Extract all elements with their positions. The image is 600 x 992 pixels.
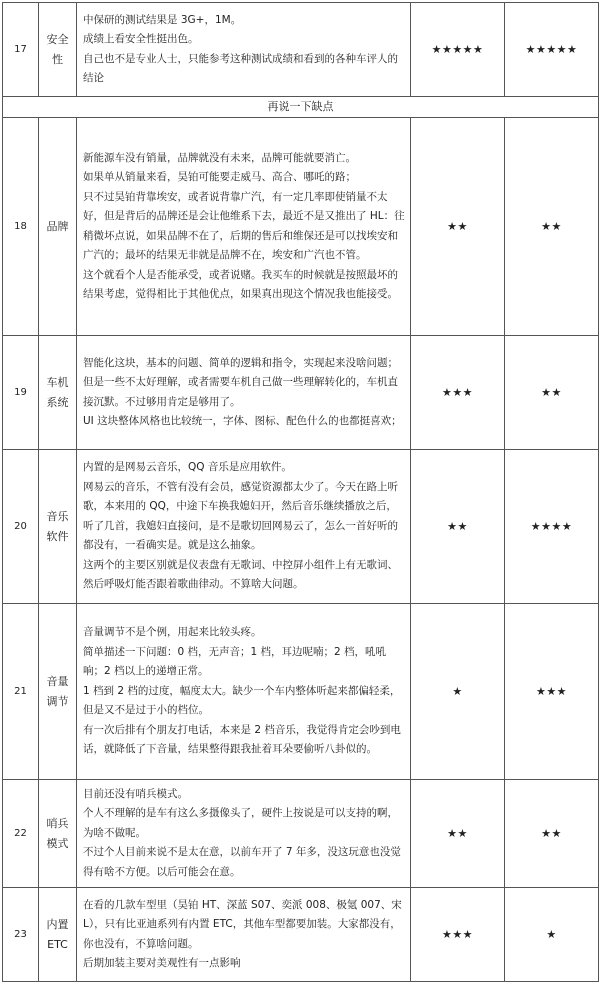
row-category: 音乐 软件 [39, 450, 77, 604]
rating-a: ★★ [411, 780, 505, 888]
rating-b: ★★ [505, 780, 599, 888]
rating-b: ★★ [505, 336, 599, 450]
row-number: 21 [3, 604, 39, 780]
rating-b: ★★★★ [505, 450, 599, 604]
comparison-table [2, 2, 599, 982]
row-category: 音量 调节 [39, 604, 77, 780]
row-category: 车机 系统 [39, 336, 77, 450]
row-description: 中保研的测试结果是 3G+，1M。 成绩上看安全性挺出色。 自己也不是专业人士，只能参考这种测试成绩和看到的各种车评人的结论 [77, 3, 411, 97]
table-row [3, 780, 599, 888]
row-description: 内置的是网易云音乐，QQ 音乐是应用软件。 网易云的音乐，不管有没有会员，感觉资源都太少了。今天在路上听歌，本来用的 QQ，中途下车换我媳妇开，然后音乐继续播放之后，听了几首，我媳妇直接问，是不是歌切回网易云了，怎么一首好听的都没有，一看确实是。就是这么抽象。 这两个的主要区别就是仪表盘有无歌词、中控屏小组件上有无歌词、然后呼吸灯能否跟着歌曲律动。不算啥大问题。 [77, 450, 411, 604]
row-number: 22 [3, 780, 39, 888]
row-number: 18 [3, 118, 39, 336]
table-row [3, 3, 599, 97]
section-header [3, 97, 599, 118]
row-description: 目前还没有哨兵模式。 个人不理解的是车有这么多摄像头了，硬件上按说是可以支持的啊，为啥不做呢。 不过个人目前来说不是太在意，以前车开了 7 年多，没这玩意也没觉得有啥不方便。以后可能会在意。 [77, 780, 411, 888]
table-row [3, 450, 599, 604]
rating-b: ★★★★★ [505, 3, 599, 97]
row-category: 内置 ETC [39, 888, 77, 982]
row-number: 23 [3, 888, 39, 982]
table-row [3, 336, 599, 450]
rating-a: ★ [411, 604, 505, 780]
rating-b: ★★ [505, 118, 599, 336]
row-category: 品牌 [39, 118, 77, 336]
section-title: 再说一下缺点 [3, 97, 599, 118]
rating-a: ★★ [411, 450, 505, 604]
row-description: 智能化这块，基本的问题、简单的逻辑和指令，实现起来没啥问题；但是一些不太好理解，或者需要车机自己做一些理解转化的，车机直接沉默。不过够用肯定是够用了。 UI 这块整体风格也比较统一，字体、图标、配色什么的也都挺喜欢； [77, 336, 411, 450]
table-row [3, 118, 599, 336]
table-row [3, 888, 599, 982]
row-description: 音量调节不是个例，用起来比较头疼。 简单描述一下问题：0 档，无声音；1 档，耳边呢喃；2 档，吼吼响；2 档以上的递增正常。 1 档到 2 档的过度，幅度太大。缺少一个车内整体听起来都偏轻柔，但是又不是过于小的档位。 有一次后排有个朋友打电话，本来是 2 档音乐，我觉得肯定会吵到电话，就降低了下音量，结果整得跟我扯着耳朵要偷听八卦似的。 [77, 604, 411, 780]
row-number: 19 [3, 336, 39, 450]
row-number: 17 [3, 3, 39, 97]
rating-a: ★★★★★ [411, 3, 505, 97]
row-category: 安全 性 [39, 3, 77, 97]
row-description: 在看的几款车型里（昊铂 HT、深蓝 S07、奕派 008、极氪 007、宋 L），只有比亚迪系列有内置 ETC，其他车型都要加装。大家都没有，你也没有，不算啥问题。 后期加装主要对美观性有一点影响 [77, 888, 411, 982]
row-category: 哨兵 模式 [39, 780, 77, 888]
rating-a: ★★★ [411, 336, 505, 450]
row-description: 新能源车没有销量，品牌就没有未来，品牌可能就要消亡。 如果单从销量来看，昊铂可能要走威马、高合、哪吒的路； 只不过昊铂背靠埃安，或者说背靠广汽，有一定几率即使销量不太好，但是背后的品牌还是会让他维系下去，最近不是又推出了 HL：往稍微坏点说，如果品牌不在了，后期的售后和维保还是可以找埃安和广汽的；最坏的结果无非就是品牌不在，埃安和广汽也不管。 这个就看个人是否能承受，或者说赌。我买车的时候就是按照最坏的结果考虑，觉得相比于其他优点，如果真出现这个情况我也能接受。 [77, 118, 411, 336]
rating-b: ★★★ [505, 604, 599, 780]
table-row [3, 604, 599, 780]
rating-a: ★★ [411, 118, 505, 336]
rating-b: ★ [505, 888, 599, 982]
row-number: 20 [3, 450, 39, 604]
rating-a: ★★★ [411, 888, 505, 982]
